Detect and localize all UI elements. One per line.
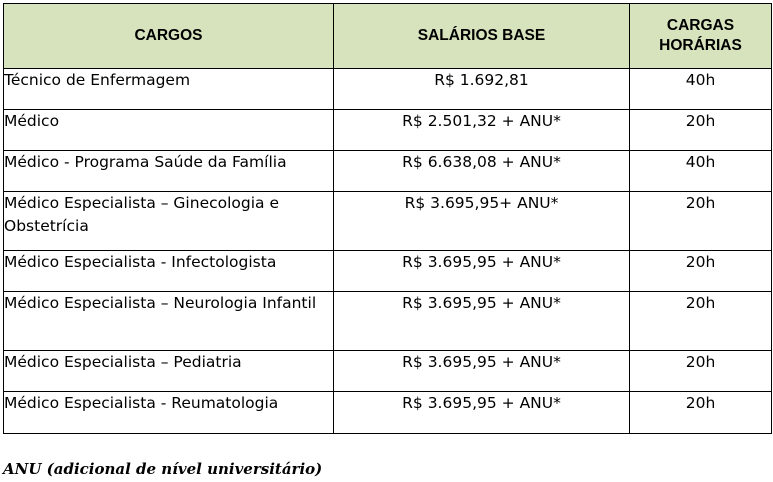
salario-cell: R$ 3.695,95 + ANU* xyxy=(334,251,630,292)
salario-cell: R$ 1.692,81 xyxy=(334,69,630,110)
header-salarios-base: SALÁRIOS BASE xyxy=(334,4,630,69)
cargo-cell: Médico Especialista – Pediatria xyxy=(4,351,334,392)
salario-cell: R$ 2.501,32 + ANU* xyxy=(334,110,630,151)
salario-cell: R$ 3.695,95 + ANU* xyxy=(334,292,630,351)
salario-cell: R$ 3.695,95 + ANU* xyxy=(334,392,630,434)
table-row xyxy=(4,292,772,351)
carga-cell: 40h xyxy=(630,151,772,192)
salario-cell: R$ 3.695,95 + ANU* xyxy=(334,351,630,392)
salario-cell: R$ 3.695,95+ ANU* xyxy=(334,192,630,251)
table-row xyxy=(4,392,772,434)
table-row xyxy=(4,69,772,110)
header-cargos: CARGOS xyxy=(4,4,334,69)
salario-cell: R$ 6.638,08 + ANU* xyxy=(334,151,630,192)
table-row xyxy=(4,192,772,251)
header-cargas-horarias: CARGAS HORÁRIAS xyxy=(630,4,772,69)
cargo-cell: Médico - Programa Saúde da Família xyxy=(4,151,334,192)
cargo-cell: Médico Especialista - Reumatologia xyxy=(4,392,334,434)
carga-cell: 20h xyxy=(630,351,772,392)
carga-cell: 20h xyxy=(630,392,772,434)
carga-cell: 20h xyxy=(630,292,772,351)
table-header-row xyxy=(4,4,772,69)
cargo-cell: Médico xyxy=(4,110,334,151)
carga-cell: 20h xyxy=(630,251,772,292)
cargo-cell: Médico Especialista - Infectologista xyxy=(4,251,334,292)
footnote: ANU (adicional de nível universitário) xyxy=(3,460,323,478)
salary-table xyxy=(3,3,772,434)
table-row xyxy=(4,351,772,392)
table-row xyxy=(4,110,772,151)
table-row xyxy=(4,251,772,292)
carga-cell: 20h xyxy=(630,110,772,151)
cargo-cell: Médico Especialista – Ginecologia e Obstetrícia xyxy=(4,192,334,251)
cargo-cell: Técnico de Enfermagem xyxy=(4,69,334,110)
cargo-cell: Médico Especialista – Neurologia Infantil xyxy=(4,292,334,351)
table-row xyxy=(4,151,772,192)
carga-cell: 20h xyxy=(630,192,772,251)
carga-cell: 40h xyxy=(630,69,772,110)
